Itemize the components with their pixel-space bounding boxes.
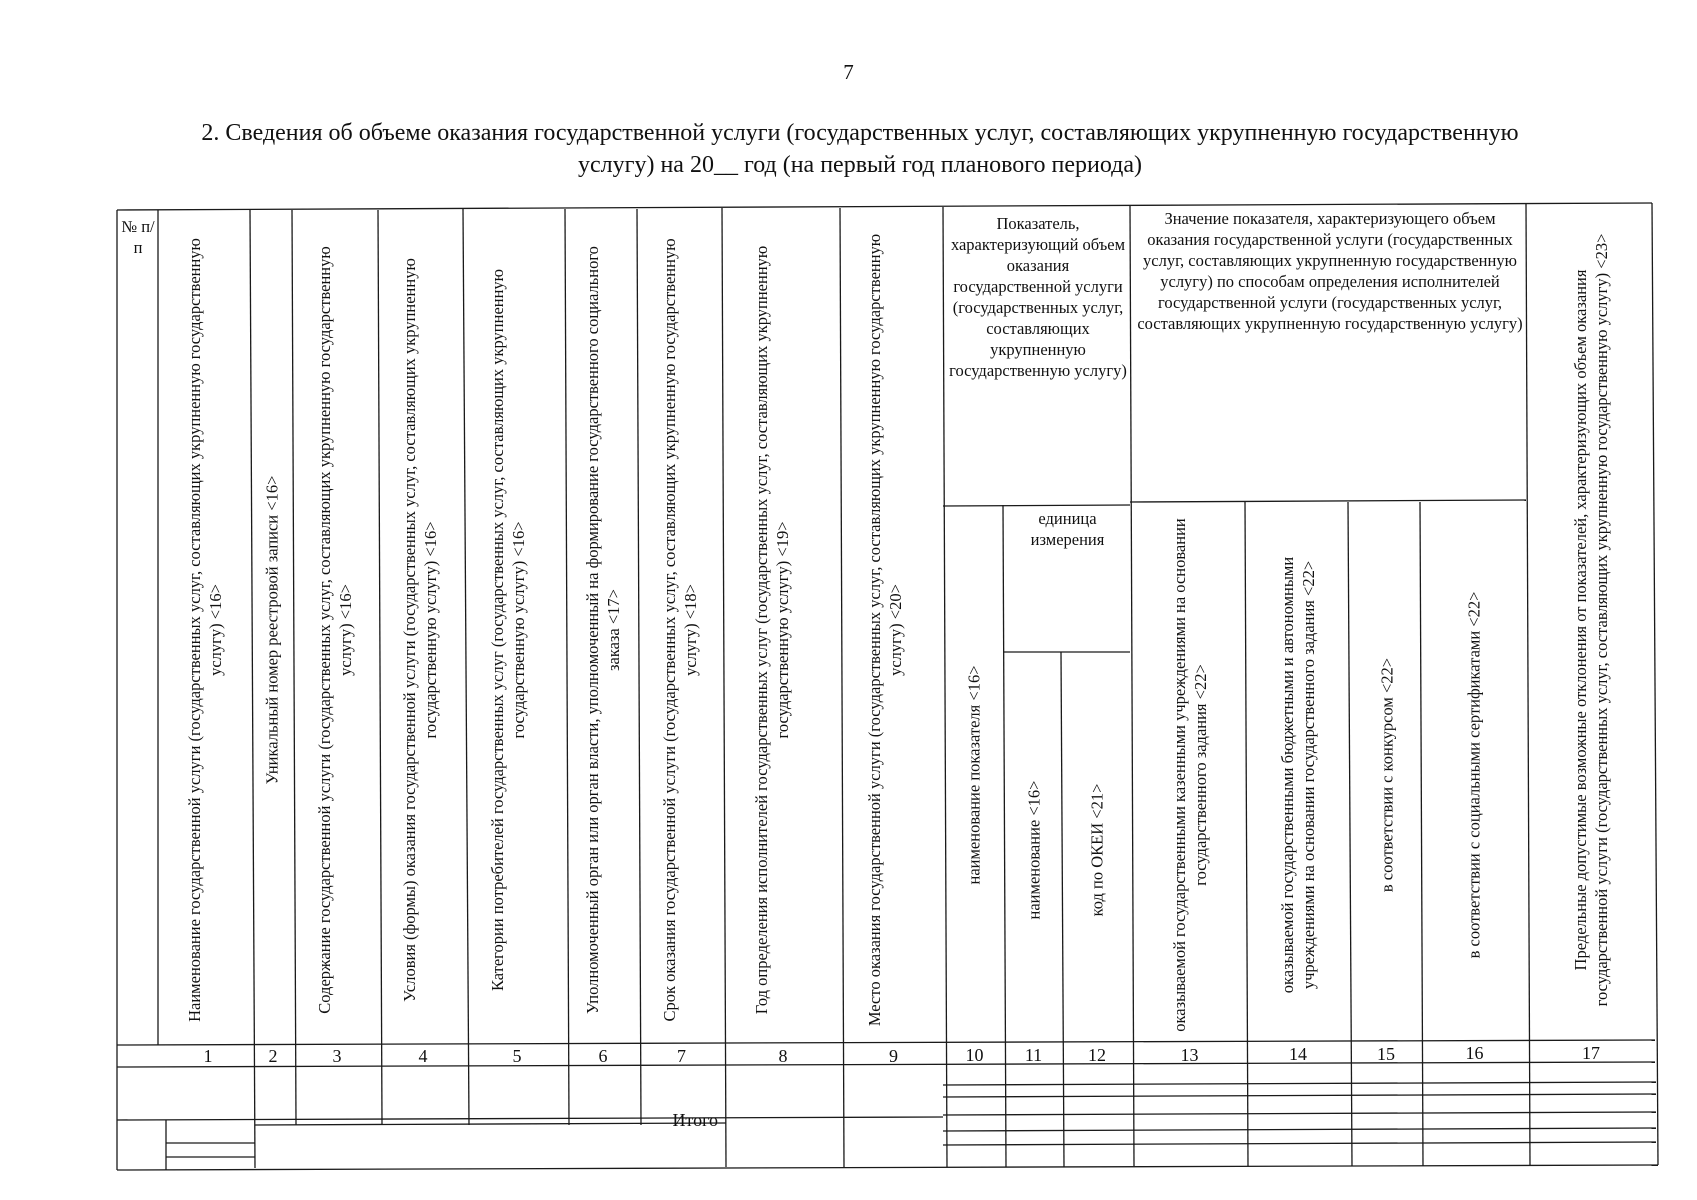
header-budget-institutions: оказываемой государственными бюджетными и автономными учреждениями на основании государственного задания <22>: [1278, 556, 1318, 994]
header-service-content: Содержание государственной услуги (государственных услуг, составляющих укрупненную государственную услугу) <16>: [315, 246, 355, 1014]
column-number: 11: [1024, 1045, 1043, 1065]
column-number: 5: [512, 1046, 522, 1066]
header-service-conditions: Условия (формы) оказания государственной услуги (государственных услуг, составляющих укрупненную государственную услугу) <16>: [400, 258, 440, 1002]
column-number: 17: [1582, 1043, 1600, 1063]
header-unit-group: единица измерения: [1030, 509, 1105, 549]
column-number: 2: [268, 1046, 278, 1066]
header-row-number: № п/п: [121, 217, 155, 257]
column-number: 12: [1088, 1045, 1106, 1065]
header-by-competition: в соответствии с конкурсом <22>: [1377, 657, 1397, 893]
header-state-institutions: оказываемой государственными казенными учреждениями на основании государственного задания <22>: [1170, 518, 1210, 1032]
column-number: 1: [203, 1046, 213, 1066]
column-number: 7: [677, 1046, 686, 1066]
column-number: 15: [1377, 1044, 1395, 1064]
total-label: Итого: [672, 1110, 718, 1130]
column-number: 4: [418, 1046, 428, 1066]
header-service-place: Место оказания государственной услуги (государственных услуг, составляющих укрупненную государственную услугу) <20>: [865, 233, 905, 1027]
header-authorized-body: Уполномоченный орган или орган власти, уполномоченный на формирование государственного социального заказа <17>: [583, 246, 623, 1014]
header-unit-name: наименование <16>: [1024, 780, 1044, 920]
column-number: 8: [778, 1046, 788, 1066]
title-line-1: 2. Сведения об объеме оказания государственной услуги (государственных услуг, составляющих укрупненную государственную: [201, 120, 1519, 146]
column-number: 3: [332, 1046, 342, 1066]
header-value-group: Значение показателя, характеризующего объем оказания государственной услуги (государственных услуг, составляющих укрупненную государственную услугу) по способам определения исполнителей государственной услуги (государственных услуг, составляющих укрупненную государственную услугу): [1137, 209, 1523, 333]
header-indicator-group: Показатель, характеризующий объем оказания государственной услуги (государственных услуг, составляющих укрупненную государственную услугу): [949, 214, 1127, 380]
header-consumer-categories: Категории потребителей государственных услуг (государственных услуг, составляющих укрупненную государственную услугу) <16>: [488, 268, 528, 992]
header-year-of-determination: Год определения исполнителей государственных услуг (государственных услуг, составляющих укрупненную государственную услугу) <19>: [752, 245, 792, 1015]
column-number: 6: [598, 1046, 608, 1066]
header-service-name: Наименование государственной услуги (государственных услуг, составляющих укрупненную государственную услугу) <16>: [185, 238, 225, 1022]
header-service-term: Срок оказания государственной услуги (государственных услуг, составляющих укрупненную государственную услугу) <18>: [660, 238, 700, 1022]
header-allowed-deviations: Предельные допустимые возможные отклонения от показателей, характеризующих объем оказания государственной услуги (государственных услуг, составляющих укрупненную государственную услугу) <23>: [1571, 233, 1611, 1007]
header-okei-code: код по ОКЕИ <21>: [1087, 783, 1107, 917]
column-number: 9: [889, 1046, 898, 1066]
column-number: 14: [1289, 1044, 1307, 1064]
header-registry-number: Уникальный номер реестровой записи <16>: [262, 475, 282, 785]
header-by-certificates: в соответствии с социальными сертификатами <22>: [1464, 591, 1484, 959]
header-indicator-name: наименование показателя <16>: [964, 665, 984, 885]
column-number: 13: [1180, 1045, 1199, 1065]
column-number: 16: [1465, 1043, 1484, 1063]
page-number: 7: [843, 60, 854, 84]
title-line-2: услугу) на 20__ год (на первый год планового периода): [577, 152, 1142, 178]
column-number: 10: [965, 1045, 984, 1065]
